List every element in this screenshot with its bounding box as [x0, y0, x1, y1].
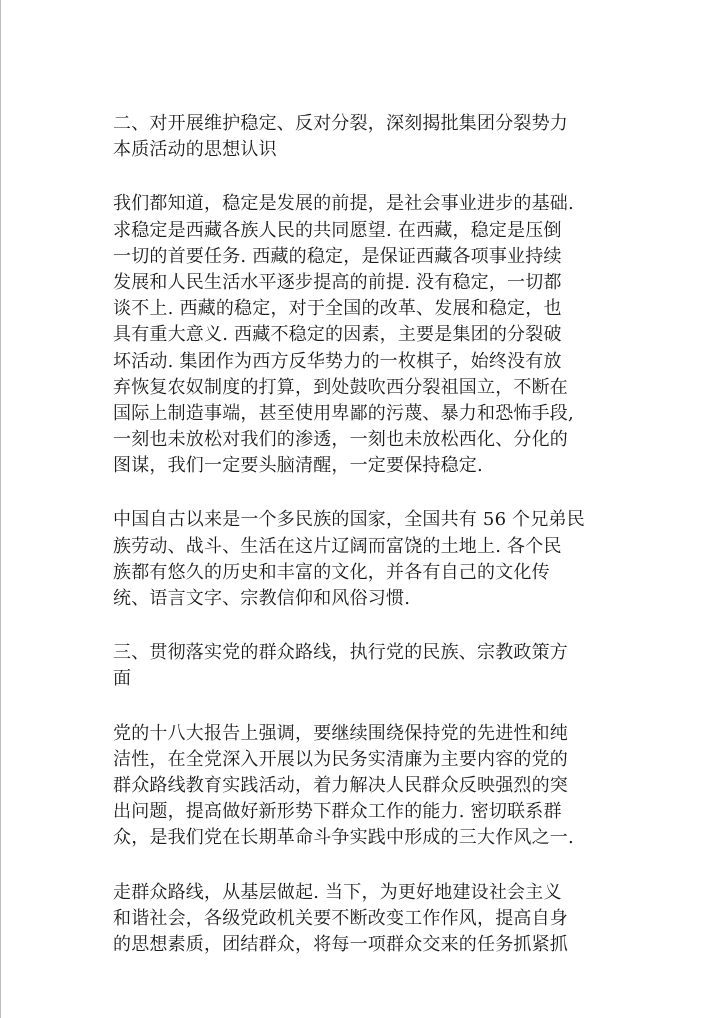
paragraph-grassroots [113, 880, 618, 959]
section-heading-2 [113, 111, 618, 163]
paragraph-line: 图谋，我们一定要头脑清醒，一定要保持稳定. [113, 455, 483, 477]
paragraph-line: 的思想素质，团结群众，将每一项群众交来的任务抓紧抓 [113, 933, 568, 955]
paragraph-stability [113, 191, 618, 479]
paragraph-line: 国际上制造事端，甚至使用卑鄙的污蔑、暴力和恐怖手段, [113, 402, 574, 424]
paragraph-line: 发展和人民生活水平逐步提高的前提. 没有稳定，一切都 [113, 271, 562, 293]
paragraph-line: 一刻也未放松对我们的渗透，一刻也未放松西化、分化的 [113, 429, 568, 451]
paragraph-mass-line [113, 721, 618, 852]
paragraph-line: 求稳定是西藏各族人民的共同愿望. 在西藏，稳定是压倒 [113, 219, 562, 241]
paragraph-line: 族都有悠久的历史和丰富的文化，并各有自己的文化传 [113, 561, 550, 583]
paragraph-line: 洁性，在全党深入开展以为民务实清廉为主要内容的党的 [113, 748, 568, 770]
heading-line: 面 [113, 668, 132, 690]
paragraph-line: 出问题，提高做好新形势下群众工作的能力. 密切联系群 [113, 801, 562, 823]
paragraph-line: 众，是我们党在长期革命斗争实践中形成的三大作风之一. [113, 827, 574, 849]
heading-line: 三、贯彻落实党的群众路线，执行党的民族、宗教政策方 [113, 642, 568, 664]
paragraph-nation [113, 507, 618, 612]
paragraph-line: 群众路线教育实践活动，着力解决人民群众反映强烈的突 [113, 774, 568, 796]
paragraph-line: 谈不上. 西藏的稳定，对于全国的改革、发展和稳定，也 [113, 298, 562, 320]
paragraph-line: 一切的首要任务. 西藏的稳定，是保证西藏各项事业持续 [113, 245, 562, 267]
paragraph-line: 和谐社会，各级党政机关要不断改变工作作风，提高自身 [113, 907, 568, 929]
heading-line: 二、对开展维护稳定、反对分裂，深刻揭批集团分裂势力 [113, 113, 568, 134]
paragraph-line: 坏活动. 集团作为西方反华势力的一枚棋子，始终没有放 [113, 350, 562, 372]
section-heading-3 [113, 640, 618, 692]
paragraph-line: 具有重大意义. 西藏不稳定的因素，主要是集团的分裂破 [113, 324, 562, 346]
paragraph-line: 族劳动、战斗、生活在这片辽阔而富饶的土地上. 各个民 [113, 535, 562, 557]
paragraph-line: 中国自古以来是一个多民族的国家，全国共有 56 个兄弟民 [113, 509, 585, 531]
paragraph-line: 党的十八大报告上强调，要继续围绕保持党的先进性和纯 [113, 722, 568, 744]
heading-line: 本质活动的思想认识 [113, 139, 277, 161]
paragraph-line: 弃恢复农奴制度的打算，到处鼓吹西分裂祖国立，不断在 [113, 376, 568, 398]
paragraph-line: 我们都知道，稳定是发展的前提，是社会事业进步的基础. [113, 193, 574, 215]
document-body [113, 111, 618, 986]
paragraph-line: 统、语言文字、宗教信仰和风俗习惯. [113, 588, 411, 609]
paragraph-line: 走群众路线，从基层做起. 当下，为更好地建设社会主义 [113, 881, 562, 903]
